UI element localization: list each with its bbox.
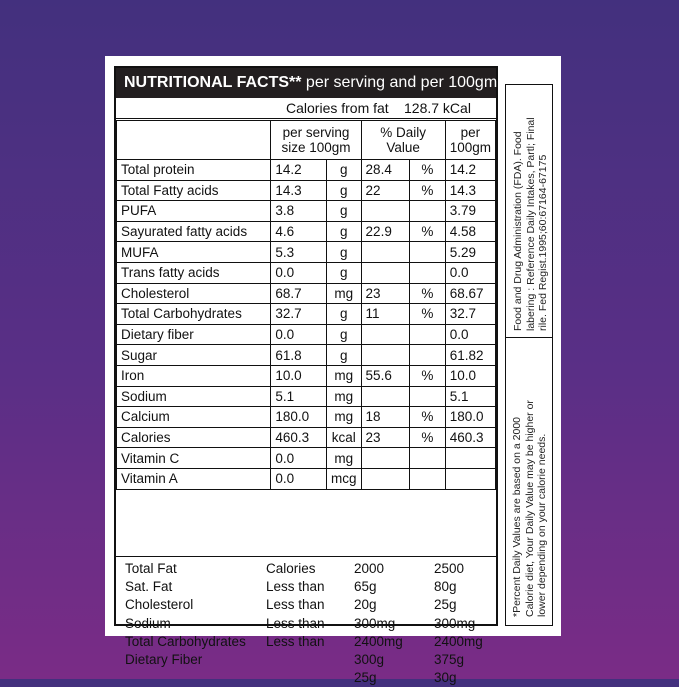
nutrient-name: Sugar bbox=[117, 345, 271, 366]
header-per-100-line2: 100gm bbox=[449, 140, 491, 155]
nutrient-dv bbox=[361, 468, 410, 489]
nutrient-value: 14.2 bbox=[271, 160, 327, 181]
disclaimer-line: lower depending on your calorie needs. bbox=[536, 433, 548, 617]
nutrient-unit: g bbox=[327, 180, 362, 201]
nutrient-per100: 32.7 bbox=[445, 304, 495, 325]
daily-value-a: 65g bbox=[354, 579, 377, 595]
nutrient-per100: 3.79 bbox=[445, 201, 495, 222]
nutrient-name: Vitamin A bbox=[117, 468, 271, 489]
nutrient-dv: 18 bbox=[361, 407, 410, 428]
nutrient-unit: g bbox=[327, 201, 362, 222]
reference-note-line: Food and Drug Administration (FDA). Food bbox=[512, 131, 524, 331]
nutrient-pct bbox=[410, 345, 446, 366]
nutrient-pct bbox=[410, 242, 446, 263]
nutrient-dv: 23 bbox=[361, 427, 410, 448]
daily-value-a: 2000 bbox=[354, 561, 385, 576]
nutrient-name: Trans fatty acids bbox=[117, 262, 271, 283]
daily-value-name: Sodium bbox=[125, 615, 171, 631]
daily-value-a: 300mg bbox=[354, 615, 396, 631]
nutrient-value: 10.0 bbox=[271, 365, 327, 386]
nutrient-unit: g bbox=[327, 221, 362, 242]
nutrient-value: 3.8 bbox=[271, 201, 327, 222]
disclaimer-line: Calorie diet, Your Daily Value may be higher or bbox=[523, 400, 536, 617]
nutrient-pct bbox=[410, 448, 446, 469]
nutrient-value: 180.0 bbox=[271, 407, 327, 428]
header-blank bbox=[117, 121, 271, 160]
daily-value-row bbox=[116, 560, 496, 578]
nutrient-unit: g bbox=[327, 345, 362, 366]
daily-value-a: 300g bbox=[354, 652, 385, 667]
daily-value-row bbox=[116, 578, 496, 596]
nutrient-pct: % bbox=[410, 304, 446, 325]
daily-values-footnote-table bbox=[116, 556, 496, 686]
nutrient-name: Dietary fiber bbox=[117, 324, 271, 345]
reference-note-line: labering : Reference Daily Intakes, Partl; Final bbox=[524, 117, 537, 331]
nutrient-value: 68.7 bbox=[271, 283, 327, 304]
nutrient-per100 bbox=[445, 468, 495, 489]
nutrient-per100: 4.58 bbox=[445, 221, 495, 242]
nutrient-unit: g bbox=[327, 262, 362, 283]
daily-value-b: 80g bbox=[434, 579, 457, 595]
side-notes-box bbox=[505, 84, 553, 626]
nutrient-name: Iron bbox=[117, 365, 271, 386]
nutrient-name: Cholesterol bbox=[117, 283, 271, 304]
nutrient-dv bbox=[361, 324, 410, 345]
daily-value-row bbox=[116, 651, 496, 669]
nutrient-per100: 61.82 bbox=[445, 345, 495, 366]
nutrient-row bbox=[117, 365, 496, 386]
nutrient-row bbox=[117, 386, 496, 407]
daily-value-a: 2400mg bbox=[354, 633, 403, 649]
daily-value-kind: Less than bbox=[266, 597, 325, 613]
nutrient-per100: 460.3 bbox=[445, 427, 495, 448]
nutrient-pct: % bbox=[410, 221, 446, 242]
nutrient-row bbox=[117, 201, 496, 222]
nutrient-table bbox=[116, 120, 496, 490]
nutrient-dv: 28.4 bbox=[361, 160, 410, 181]
nutrient-dv bbox=[361, 448, 410, 469]
header-per-serving-line2: size 100gm bbox=[281, 140, 351, 155]
nutrient-per100: 5.29 bbox=[445, 242, 495, 263]
nutrient-per100: 0.0 bbox=[445, 324, 495, 345]
nutrient-unit: mg bbox=[327, 283, 362, 304]
nutrient-pct: % bbox=[410, 407, 446, 428]
title-rest: per serving and per 100gm bbox=[301, 74, 498, 91]
nutrient-name: Vitamin C bbox=[117, 448, 271, 469]
disclaimer-line: *Percent Daily Values are based on a 2000 bbox=[511, 416, 523, 617]
nutrient-unit: kcal bbox=[327, 427, 362, 448]
nutrient-dv: 11 bbox=[361, 304, 410, 325]
daily-value-kind: Calories bbox=[266, 561, 316, 576]
nutrient-unit: g bbox=[327, 242, 362, 263]
nutrition-table-box bbox=[114, 66, 498, 686]
nutrient-name: Calories bbox=[117, 427, 271, 448]
nutrient-name: Sodium bbox=[117, 386, 271, 407]
nutrient-row bbox=[117, 180, 496, 201]
nutrient-value: 32.7 bbox=[271, 304, 327, 325]
nutrient-per100: 0.0 bbox=[445, 262, 495, 283]
header-daily-value-line2: Value bbox=[386, 140, 420, 155]
calories-from-fat-row bbox=[116, 98, 496, 119]
nutrient-value: 14.3 bbox=[271, 180, 327, 201]
nutrient-unit: mcg bbox=[327, 468, 362, 489]
nutrient-dv: 22.9 bbox=[361, 221, 410, 242]
nutrient-pct: % bbox=[410, 427, 446, 448]
nutrient-dv bbox=[361, 386, 410, 407]
nutrient-name: Total Fatty acids bbox=[117, 180, 271, 201]
header-per-serving bbox=[271, 121, 361, 160]
nutrition-title bbox=[116, 68, 496, 98]
title-bold: NUTRITIONAL FACTS** bbox=[124, 74, 302, 91]
daily-value-kind: Less than bbox=[266, 579, 325, 595]
nutrient-per100: 180.0 bbox=[445, 407, 495, 428]
nutrient-per100: 14.3 bbox=[445, 180, 495, 201]
daily-value-a: 25g bbox=[354, 670, 377, 686]
nutrient-per100: 14.2 bbox=[445, 160, 495, 181]
daily-value-name: Cholesterol bbox=[125, 597, 194, 613]
nutrient-row bbox=[117, 448, 496, 469]
header-daily-value bbox=[361, 121, 445, 160]
daily-value-row bbox=[116, 615, 496, 633]
nutrient-unit: mg bbox=[327, 386, 362, 407]
nutrient-value: 61.8 bbox=[271, 345, 327, 366]
nutrient-per100: 10.0 bbox=[445, 365, 495, 386]
nutrient-row bbox=[117, 304, 496, 325]
nutrient-dv bbox=[361, 262, 410, 283]
nutrient-pct: % bbox=[410, 283, 446, 304]
nutrient-row bbox=[117, 221, 496, 242]
nutrient-dv: 55.6 bbox=[361, 365, 410, 386]
table-header-row bbox=[117, 121, 496, 160]
nutrient-pct: % bbox=[410, 180, 446, 201]
reference-note bbox=[512, 117, 550, 331]
nutrient-name: PUFA bbox=[117, 201, 271, 222]
nutrient-unit: mg bbox=[327, 365, 362, 386]
nutrient-name: Total Carbohydrates bbox=[117, 304, 271, 325]
side-divider bbox=[506, 337, 552, 338]
nutrient-pct bbox=[410, 262, 446, 283]
nutrient-value: 0.0 bbox=[271, 324, 327, 345]
nutrient-row bbox=[117, 242, 496, 263]
nutrient-name: Total protein bbox=[117, 160, 271, 181]
daily-value-name: Dietary Fiber bbox=[125, 652, 203, 667]
nutrient-unit: mg bbox=[327, 448, 362, 469]
daily-value-b: 375g bbox=[434, 652, 465, 667]
nutrient-unit: g bbox=[327, 160, 362, 181]
nutrient-per100: 5.1 bbox=[445, 386, 495, 407]
daily-value-a: 20g bbox=[354, 597, 377, 613]
header-per-serving-line1: per serving bbox=[282, 125, 350, 140]
nutrient-per100: 68.67 bbox=[445, 283, 495, 304]
nutrient-row bbox=[117, 262, 496, 283]
nutrient-value: 5.1 bbox=[271, 386, 327, 407]
nutrient-dv bbox=[361, 201, 410, 222]
daily-value-name: Total Carbohydrates bbox=[125, 633, 246, 649]
daily-value-disclaimer bbox=[511, 400, 549, 617]
daily-value-b: 25g bbox=[434, 597, 457, 613]
nutrient-row bbox=[117, 427, 496, 448]
nutrient-pct: % bbox=[410, 365, 446, 386]
calories-from-fat-label: Calories from fat bbox=[286, 100, 389, 116]
header-daily-value-line1: % Daily bbox=[380, 125, 427, 140]
daily-value-b: 2500 bbox=[434, 561, 465, 576]
nutrient-dv bbox=[361, 242, 410, 263]
calories-from-fat-value: 128.7 kCal bbox=[404, 100, 471, 116]
nutrient-row bbox=[117, 407, 496, 428]
nutrient-row bbox=[117, 160, 496, 181]
nutrient-value: 5.3 bbox=[271, 242, 327, 263]
nutrient-unit: g bbox=[327, 304, 362, 325]
nutrient-name: MUFA bbox=[117, 242, 271, 263]
nutrient-pct bbox=[410, 324, 446, 345]
nutrient-unit: g bbox=[327, 324, 362, 345]
daily-value-row bbox=[116, 633, 496, 651]
nutrient-value: 0.0 bbox=[271, 262, 327, 283]
nutrient-value: 4.6 bbox=[271, 221, 327, 242]
reference-note-line: rile. Fed Regist.1995;60:67164-67175 bbox=[537, 154, 549, 331]
daily-value-b: 300mg bbox=[434, 615, 476, 631]
nutrient-row bbox=[117, 283, 496, 304]
nutrient-unit: mg bbox=[327, 407, 362, 428]
daily-value-name: Sat. Fat bbox=[125, 579, 173, 595]
nutrient-dv: 23 bbox=[361, 283, 410, 304]
nutrient-pct: % bbox=[410, 160, 446, 181]
nutrient-name: Sayurated fatty acids bbox=[117, 221, 271, 242]
daily-value-name: Total Fat bbox=[125, 561, 177, 576]
nutrient-value: 0.0 bbox=[271, 448, 327, 469]
nutrient-per100 bbox=[445, 448, 495, 469]
daily-value-kind: Less than bbox=[266, 615, 325, 631]
nutrient-row bbox=[117, 345, 496, 366]
nutrient-value: 460.3 bbox=[271, 427, 327, 448]
daily-value-kind: Less than bbox=[266, 633, 325, 649]
daily-value-row bbox=[116, 669, 496, 687]
header-per-100gm bbox=[445, 121, 495, 160]
nutrient-row bbox=[117, 468, 496, 489]
nutrient-dv bbox=[361, 345, 410, 366]
nutrient-pct bbox=[410, 386, 446, 407]
nutrient-pct bbox=[410, 201, 446, 222]
daily-value-b: 30g bbox=[434, 670, 457, 686]
nutrient-value: 0.0 bbox=[271, 468, 327, 489]
nutrient-dv: 22 bbox=[361, 180, 410, 201]
nutrient-name: Calcium bbox=[117, 407, 271, 428]
nutrition-label-card bbox=[105, 56, 561, 686]
nutrient-row bbox=[117, 324, 496, 345]
daily-value-row bbox=[116, 596, 496, 614]
nutrient-pct bbox=[410, 468, 446, 489]
daily-value-b: 2400mg bbox=[434, 633, 483, 649]
header-per-100-line1: per bbox=[460, 125, 481, 140]
